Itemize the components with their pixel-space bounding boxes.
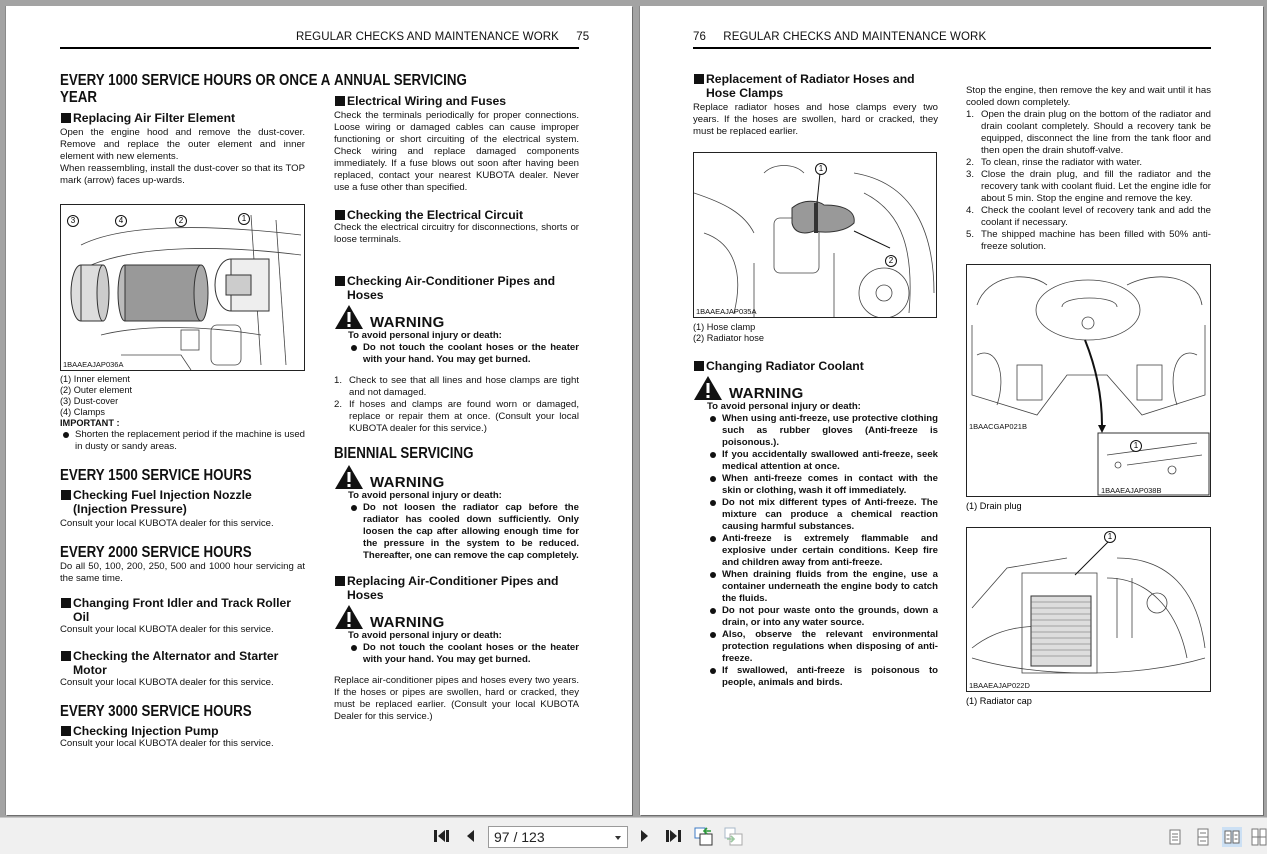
step-item: 2. If hoses and clamps are found worn or damaged, replace or repair them at once. (Consult your local KUBOTA dealer for this service.) bbox=[334, 399, 579, 434]
navigation-toolbar bbox=[0, 817, 1267, 854]
warning-bullet: Do not pour waste onto the grounds, down a drain, or into any water source. bbox=[707, 605, 938, 629]
continuous-page-icon bbox=[1196, 828, 1210, 846]
last-page-button[interactable] bbox=[665, 828, 683, 844]
warning-bullet: Do not touch the coolant hoses or the heater with your hand. You may get burned. bbox=[348, 642, 579, 666]
air-filter-figure bbox=[60, 204, 305, 371]
step-item: 1. Open the drain plug on the bottom of the radiator and drain coolant completely. Should a recovery tank be equipped, disconnect the line from the tank floor and then open the drain shutoff-valve. bbox=[966, 109, 1211, 156]
subsection-title: Checking Air-Conditioner Pipes and Hoses bbox=[334, 274, 579, 302]
figure-caption: (2) Radiator hose bbox=[693, 333, 764, 343]
warning-block bbox=[334, 302, 579, 366]
warning-block bbox=[334, 602, 579, 666]
warning-label: WARNING bbox=[370, 314, 445, 331]
page-number: 76 bbox=[693, 31, 706, 43]
running-head-title: REGULAR CHECKS AND MAINTENANCE WORK bbox=[723, 31, 987, 43]
continuous-facing-view-button[interactable] bbox=[1250, 827, 1267, 847]
step-item: 1. Check to see that all lines and hose clamps are tight and not damaged. bbox=[334, 375, 579, 398]
right-column bbox=[966, 85, 1211, 253]
previous-page-icon bbox=[465, 828, 475, 844]
warning-block bbox=[334, 462, 579, 562]
warning-bullet: Also, observe the relevant environmental protection regulations when disposing of anti-freeze. bbox=[707, 629, 938, 665]
paragraph: Check the terminals periodically for proper connections. Loose wiring or damaged cables can cause improper functioning or short circuiting of the electrical system. Check wiring and replace damaged components immediately. If a fuse blows out soon after having been replaced, contact your nearest KUBOTA dealer. Never use a fuse other than specified. bbox=[334, 110, 579, 193]
next-view-icon bbox=[724, 826, 744, 846]
subsection-title: Checking the Electrical Circuit bbox=[334, 208, 579, 222]
subsection-title: Changing Front Idler and Track Roller Oil bbox=[60, 596, 305, 624]
figure-caption: (1) Radiator cap bbox=[966, 696, 1032, 706]
drain-plug-figure bbox=[966, 264, 1211, 497]
warning-subtitle: To avoid personal injury or death: bbox=[707, 401, 861, 412]
chevron-down-icon bbox=[615, 836, 621, 840]
next-page-icon bbox=[640, 828, 650, 844]
warning-triangle-icon bbox=[334, 604, 364, 630]
figure-code: 1BAACGAP021B bbox=[969, 422, 1027, 431]
figure-caption: (1) Drain plug bbox=[966, 501, 1022, 511]
warning-bullet: Do not mix different types of Anti-freeze. The mixture can produce a chemical reaction causing harmful substances. bbox=[707, 497, 938, 533]
warning-label: WARNING bbox=[370, 614, 445, 631]
warning-label: WARNING bbox=[729, 385, 804, 402]
radiator-cap-illustration bbox=[967, 528, 1210, 691]
section-title: EVERY 1000 SERVICE HOURS OR ONCE A bbox=[60, 72, 331, 89]
callout-1: 1 bbox=[1104, 531, 1116, 543]
page-indicator: 97 / 123 bbox=[494, 829, 545, 845]
step-item: 2. To clean, rinse the radiator with water. bbox=[966, 157, 1143, 168]
next-view-button[interactable] bbox=[724, 826, 744, 846]
paragraph: Consult your local KUBOTA dealer for this service. bbox=[60, 677, 274, 688]
continuous-facing-icon bbox=[1251, 828, 1267, 846]
drain-plug-illustration bbox=[967, 265, 1210, 496]
first-page-icon bbox=[433, 828, 451, 844]
paragraph: Do all 50, 100, 200, 250, 500 and 1000 hour servicing at the same time. bbox=[60, 561, 305, 584]
inset-figure-code: 1BAAEAJAP038B bbox=[1101, 486, 1162, 495]
paragraph: Consult your local KUBOTA dealer for this service. bbox=[60, 738, 274, 749]
left-column-cont bbox=[60, 374, 305, 750]
subsection-title: Electrical Wiring and Fuses bbox=[334, 94, 579, 108]
header-rule bbox=[693, 47, 1211, 49]
section-title: ANNUAL SERVICING bbox=[334, 72, 467, 89]
warning-bullet: Do not touch the coolant hoses or the heater with your hand. You may get burned. bbox=[348, 342, 579, 366]
header-rule bbox=[60, 47, 579, 49]
step-item: 3. Close the drain plug, and fill the radiator and the recovery tank with coolant fluid. Let the engine idle for about 5 min. Stop the engine and remove the key. bbox=[966, 169, 1211, 204]
subsection-title: Replacement of Radiator Hoses and Hose Clamps bbox=[693, 72, 938, 100]
figure-code: 1BAAEAJAP035A bbox=[696, 307, 757, 316]
section-title: EVERY 3000 SERVICE HOURS bbox=[60, 703, 252, 720]
previous-page-button[interactable] bbox=[464, 828, 476, 844]
step-item: 5. The shipped machine has been filled with 50% anti-freeze solution. bbox=[966, 229, 1211, 252]
warning-subtitle: To avoid personal injury or death: bbox=[348, 630, 502, 641]
figure-caption: (3) Dust-cover bbox=[60, 396, 119, 406]
paragraph: Consult your local KUBOTA dealer for this service. bbox=[60, 518, 274, 529]
left-column bbox=[60, 72, 331, 187]
warning-block bbox=[693, 373, 938, 689]
callout-3: 3 bbox=[67, 215, 79, 227]
section-title: BIENNIAL SERVICING bbox=[334, 445, 474, 462]
important-bullet: Shorten the replacement period if the machine is used in dusty or sandy areas. bbox=[60, 429, 305, 453]
paragraph: When reassembling, install the dust-cover so that its TOP mark (arrow) faces up-wards. bbox=[60, 163, 305, 186]
warning-triangle-icon bbox=[334, 304, 364, 330]
page-75 bbox=[6, 6, 632, 815]
paragraph: Check the electrical circuitry for disconnections, shorts or loose terminals. bbox=[334, 222, 579, 245]
figure-code: 1BAAEAJAP036A bbox=[63, 360, 124, 369]
warning-subtitle: To avoid personal injury or death: bbox=[348, 330, 502, 341]
steps-list bbox=[334, 375, 579, 435]
page-number-dropdown[interactable] bbox=[488, 826, 628, 848]
section-title: EVERY 2000 SERVICE HOURS bbox=[60, 544, 252, 561]
section-title-cont: YEAR bbox=[60, 89, 98, 106]
paragraph: Consult your local KUBOTA dealer for this service. bbox=[60, 624, 274, 635]
subsection-title: Checking Injection Pump bbox=[60, 724, 305, 738]
callout-1: 1 bbox=[238, 213, 250, 225]
page-number: 75 bbox=[576, 31, 590, 43]
warning-bullet: When anti-freeze comes in contact with the skin or clothing, wash it off immediately. bbox=[707, 473, 938, 497]
callout-4: 4 bbox=[115, 215, 127, 227]
callout-1: 1 bbox=[815, 163, 827, 175]
paragraph: Replace air-conditioner pipes and hoses every two years. If the hoses or pipes are swollen, hard or cracked, they must be replaced earlier. (Consult your local KUBOTA Dealer for this service.) bbox=[334, 675, 579, 722]
single-page-view-button[interactable] bbox=[1165, 827, 1185, 847]
subsection-title: Checking the Alternator and Starter Motor bbox=[60, 649, 305, 677]
radiator-hose-figure bbox=[693, 152, 937, 318]
running-head bbox=[296, 31, 589, 43]
figure-caption: (1) Inner element bbox=[60, 374, 130, 384]
paragraph: Stop the engine, then remove the key and wait until it has cooled down completely. bbox=[966, 85, 1211, 108]
air-filter-illustration bbox=[61, 205, 304, 370]
callout-2: 2 bbox=[175, 215, 187, 227]
subsection-title: Changing Radiator Coolant bbox=[693, 359, 938, 373]
warning-subtitle: To avoid personal injury or death: bbox=[348, 490, 502, 501]
callout-2: 2 bbox=[885, 255, 897, 267]
figure-caption: (2) Outer element bbox=[60, 385, 132, 395]
subsection-title: Replacing Air-Conditioner Pipes and Hoses bbox=[334, 574, 579, 602]
warning-bullet: Anti-freeze is extremely flammable and explosive under certain conditions. Keep fire and children away from anti-freeze. bbox=[707, 533, 938, 569]
callout-1: 1 bbox=[1130, 440, 1142, 452]
right-column bbox=[334, 72, 579, 723]
warning-bullet: If you accidentally swallowed anti-freeze, seek medical attention at once. bbox=[707, 449, 938, 473]
paragraph: Replace radiator hoses and hose clamps every two years. If the hoses are swollen, hard or cracked, they must be replaced earlier. bbox=[693, 102, 938, 137]
last-page-icon bbox=[665, 828, 683, 844]
left-column-cont bbox=[693, 322, 938, 689]
subsection-title: Replacing Air Filter Element bbox=[60, 111, 305, 125]
warning-bullet: When using anti-freeze, use protective clothing such as rubber gloves (Anti-freeze is poisonous.). bbox=[707, 413, 938, 449]
warning-bullet: If swallowed, anti-freeze is poisonous to people, animals and birds. bbox=[707, 665, 938, 689]
previous-view-icon bbox=[694, 826, 714, 846]
running-head-title: REGULAR CHECKS AND MAINTENANCE WORK bbox=[296, 31, 559, 43]
warning-triangle-icon bbox=[334, 464, 364, 490]
step-item: 4. Check the coolant level of recovery tank and add the coolant if necessary. bbox=[966, 205, 1211, 228]
warning-triangle-icon bbox=[693, 375, 723, 401]
continuous-view-button[interactable] bbox=[1193, 827, 1213, 847]
warning-bullet: Do not loosen the radiator cap before the radiator has cooled down sufficiently. Only loosen the cap after allowing enough time for the pressure in the system to be reduced. Thereafter, one can remove the cap completely. bbox=[348, 502, 579, 562]
figure-caption: (4) Clamps bbox=[60, 407, 105, 417]
first-page-button[interactable] bbox=[433, 828, 451, 844]
paragraph: Open the engine hood and remove the dust-cover. Remove and replace the outer element and inner element with new elements. bbox=[60, 127, 305, 162]
section-title: EVERY 1500 SERVICE HOURS bbox=[60, 467, 252, 484]
facing-pages-icon bbox=[1224, 829, 1240, 845]
warning-bullet: When draining fluids from the engine, use a container underneath the engine body to catch the fluids. bbox=[707, 569, 938, 605]
left-column bbox=[693, 72, 938, 138]
radiator-hose-illustration bbox=[694, 153, 936, 317]
page-76 bbox=[640, 6, 1263, 815]
facing-view-button[interactable] bbox=[1222, 827, 1242, 847]
single-page-icon bbox=[1168, 829, 1182, 845]
important-label: IMPORTANT : bbox=[60, 418, 120, 428]
previous-view-button[interactable] bbox=[694, 826, 714, 846]
radiator-cap-figure bbox=[966, 527, 1211, 692]
subsection-title: Checking Fuel Injection Nozzle (Injection Pressure) bbox=[60, 488, 305, 516]
next-page-button[interactable] bbox=[639, 828, 651, 844]
running-head bbox=[693, 31, 986, 43]
figure-caption: (1) Hose clamp bbox=[693, 322, 756, 332]
warning-label: WARNING bbox=[370, 474, 445, 491]
figure-code: 1BAAEAJAP022D bbox=[969, 681, 1030, 690]
